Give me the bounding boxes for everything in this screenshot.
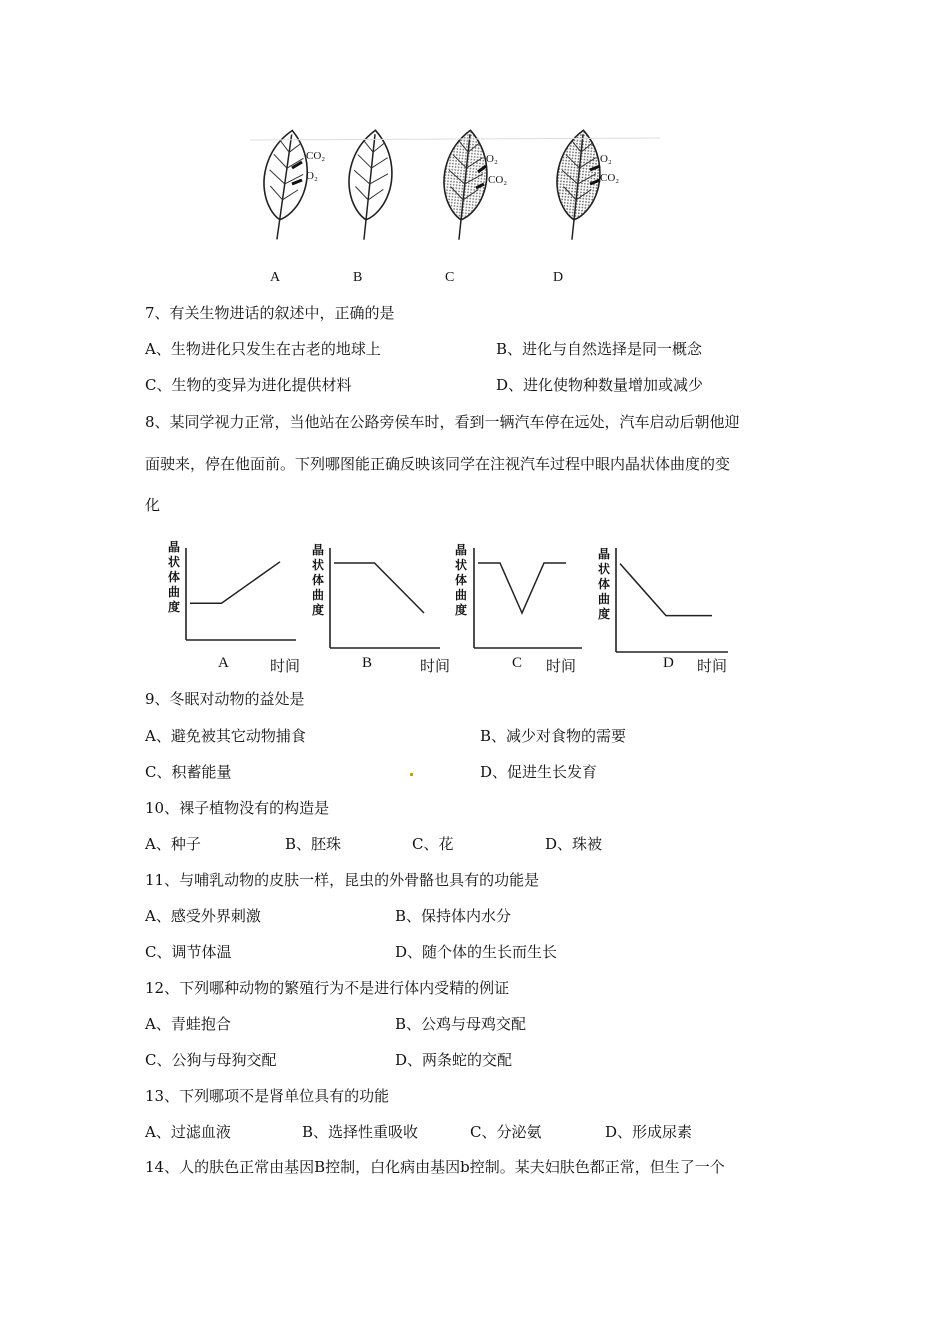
chart-c-xlabel: 时间 bbox=[546, 659, 577, 675]
q8-line-1: 8、某同学视力正常，当他站在公路旁侯车时，看到一辆汽车停在远处，汽车启动后朝他迎 bbox=[145, 413, 740, 431]
q7-option-d: D、进化使物种数量增加或减少 bbox=[496, 376, 704, 394]
leaf-a-top-gas: CO₂ bbox=[306, 150, 326, 162]
chart-c-series-line bbox=[478, 563, 566, 613]
q7-stem: 7、有关生物进话的叙述中，正确的是 bbox=[145, 304, 395, 322]
q11-option-c: C、调节体温 bbox=[145, 943, 232, 961]
q9-option-d: D、促进生长发育 bbox=[480, 763, 598, 781]
q12-option-a: A、青蛙抱合 bbox=[145, 1015, 231, 1033]
chart-a-label: A bbox=[218, 655, 229, 671]
leaf-d-top-gas: O₂ bbox=[600, 153, 612, 165]
q7-option-c: C、生物的变异为进化提供材料 bbox=[145, 376, 352, 394]
chart-b-series-line bbox=[334, 563, 424, 613]
q13-option-c: C、分泌氨 bbox=[470, 1123, 542, 1141]
leaf-c-top-gas: O₂ bbox=[486, 153, 498, 165]
fig6-label-c: C bbox=[445, 270, 455, 285]
chart-a-xlabel: 时间 bbox=[270, 659, 301, 675]
q13-option-d: D、形成尿素 bbox=[605, 1123, 693, 1141]
fig6-label-a: A bbox=[270, 270, 281, 285]
chart-c-ylabel: 晶 状 体 曲 度 bbox=[455, 543, 468, 617]
fig6-label-b: B bbox=[353, 270, 363, 285]
chart-c-label: C bbox=[512, 655, 523, 671]
chart-a-series-line bbox=[190, 562, 280, 603]
q12-option-d: D、两条蛇的交配 bbox=[395, 1051, 513, 1069]
q9-option-a: A、避免被其它动物捕食 bbox=[145, 727, 306, 745]
chart-b-ylabel: 晶 状 体 曲 度 bbox=[312, 543, 325, 617]
q12-option-c: C、公狗与母狗交配 bbox=[145, 1051, 277, 1069]
q11-option-d: D、随个体的生长而生长 bbox=[395, 943, 558, 961]
q8-line-2: 面驶来，停在他面前。下列哪图能正确反映该同学在注视汽车过程中眼内晶状体曲度的变 bbox=[145, 455, 731, 473]
q14-line-1: 14、人的肤色正常由基因B控制，白化病由基因b控制。某夫妇肤色都正常，但生了一个 bbox=[145, 1158, 725, 1176]
q10-option-a: A、种子 bbox=[145, 835, 201, 853]
chart-d-series-line bbox=[620, 564, 712, 616]
q8-line-3: 化 bbox=[145, 496, 161, 514]
q10-option-c: C、花 bbox=[412, 835, 454, 853]
chart-d bbox=[616, 548, 728, 652]
chart-a bbox=[186, 548, 296, 640]
chart-b bbox=[330, 548, 440, 648]
q13-stem: 13、下列哪项不是肾单位具有的功能 bbox=[145, 1087, 390, 1105]
chart-c bbox=[474, 548, 582, 648]
leaf-c-bottom-gas: CO₂ bbox=[488, 174, 508, 186]
q7-option-a: A、生物进化只发生在古老的地球上 bbox=[145, 340, 381, 358]
q9-stem: 9、冬眠对动物的益处是 bbox=[145, 690, 305, 708]
q13-option-a: A、过滤血液 bbox=[145, 1123, 231, 1141]
leaf-d-bottom-gas: CO₂ bbox=[600, 172, 620, 184]
q7-option-b: B、进化与自然选择是同一概念 bbox=[496, 340, 703, 358]
q11-stem: 11、与哺乳动物的皮肤一样，昆虫的外骨骼也具有的功能是 bbox=[145, 871, 540, 889]
chart-d-xlabel: 时间 bbox=[697, 659, 728, 675]
q9-option-c: C、积蓄能量 bbox=[145, 763, 232, 781]
q9-option-b: B、减少对食物的需要 bbox=[480, 727, 627, 745]
q12-option-b: B、公鸡与母鸡交配 bbox=[395, 1015, 527, 1033]
q11-option-a: A、感受外界刺激 bbox=[145, 907, 261, 925]
q11-option-b: B、保持体内水分 bbox=[395, 907, 512, 925]
q10-option-b: B、胚珠 bbox=[285, 835, 342, 853]
q13-option-b: B、选择性重吸收 bbox=[302, 1123, 419, 1141]
chart-a-ylabel: 晶 状 体 曲 度 bbox=[168, 540, 181, 614]
q10-option-d: D、珠被 bbox=[545, 835, 603, 853]
leaf-a-bottom-gas: O₂ bbox=[306, 170, 318, 182]
chart-b-xlabel: 时间 bbox=[420, 659, 451, 675]
q12-stem: 12、下列哪种动物的繁殖行为不是进行体内受精的例证 bbox=[145, 979, 510, 997]
chart-d-label: D bbox=[663, 655, 674, 671]
q10-stem: 10、裸子植物没有的构造是 bbox=[145, 799, 330, 817]
chart-d-ylabel: 晶 状 体 曲 度 bbox=[598, 547, 611, 621]
chart-b-label: B bbox=[362, 655, 373, 671]
stray-dot bbox=[410, 773, 413, 776]
fig6-label-d: D bbox=[553, 270, 564, 285]
